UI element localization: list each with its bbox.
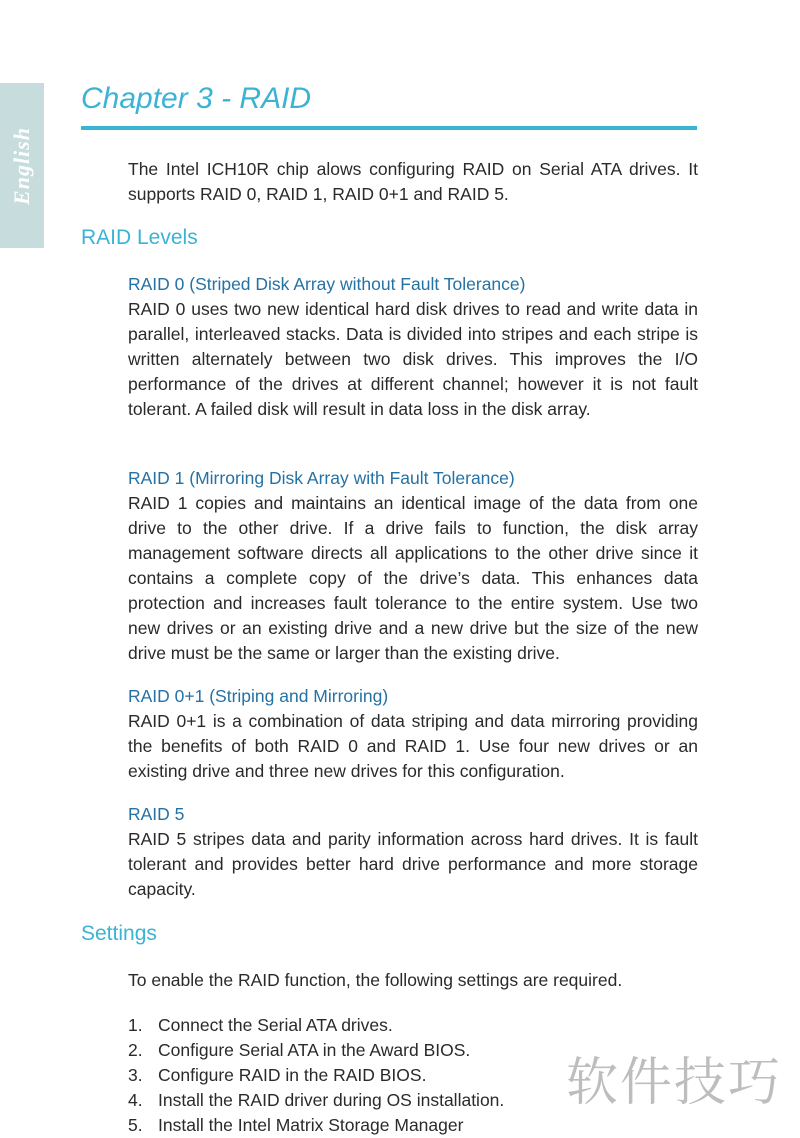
raid-levels-heading: RAID Levels xyxy=(81,226,198,249)
title-divider xyxy=(81,126,697,130)
step-text: Connect the Serial ATA drives. xyxy=(158,1015,393,1035)
raid-1-description: RAID 1 copies and maintains an identical image of the data from one drive to the other drive. If a drive fails to function, the disk array management software directs all applications to the other drive since it contains a complete copy of the drive’s data. This enhances data protection and increases fault tolerance to the entire system. Use two new drives or an existing drive and a new drive but the size of the new drive must be the same or larger than the existing drive. xyxy=(128,493,698,663)
raid-0-description: RAID 0 uses two new identical hard disk drives to read and write data in parallel, interleaved stacks. Data is divided into stripes and each stripe is written alternately between two disk drives. This improves the I/O performance of the drives at different channel; however it is not fault tolerant. A failed disk will result in data loss in the disk array. xyxy=(128,299,698,419)
raid-5-title: RAID 5 xyxy=(128,804,185,824)
chapter-title: Chapter 3 - RAID xyxy=(81,82,312,115)
step-number: 5. xyxy=(128,1115,143,1135)
raid-1-section xyxy=(128,466,698,666)
language-tab-label: English xyxy=(9,126,34,205)
step-number: 3. xyxy=(128,1065,143,1085)
intro-paragraph: The Intel ICH10R chip alows configuring RAID on Serial ATA drives. It supports RAID 0, RAID 1, RAID 0+1 and RAID 5. xyxy=(128,159,698,204)
step-text: Install the Intel Matrix Storage Manager xyxy=(158,1115,464,1135)
step-number: 2. xyxy=(128,1040,143,1060)
settings-steps-list xyxy=(128,1013,504,1138)
step-number: 4. xyxy=(128,1090,143,1110)
list-item xyxy=(128,1038,504,1063)
raid-0-section xyxy=(128,272,698,422)
watermark: 软件技巧 xyxy=(566,1053,783,1113)
raid-0-title: RAID 0 (Striped Disk Array without Fault Tolerance) xyxy=(128,274,526,294)
language-tab xyxy=(0,83,44,248)
step-number: 1. xyxy=(128,1015,143,1035)
list-item xyxy=(128,1113,504,1138)
raid-0-1-section xyxy=(128,684,698,784)
step-text: Configure RAID in the RAID BIOS. xyxy=(158,1065,427,1085)
raid-0-1-title: RAID 0+1 (Striping and Mirroring) xyxy=(128,686,389,706)
raid-0-1-description: RAID 0+1 is a combination of data striping and data mirroring providing the benefits of both RAID 0 and RAID 1. Use four new drives or an existing drive and three new drives for this configuration. xyxy=(128,711,698,781)
list-item xyxy=(128,1013,504,1038)
list-item xyxy=(128,1088,504,1113)
raid-5-section xyxy=(128,802,698,902)
settings-heading: Settings xyxy=(81,922,157,945)
raid-5-description: RAID 5 stripes data and parity information across hard drives. It is fault tolerant and provides better hard drive performance and more storage capacity. xyxy=(128,829,698,899)
list-item xyxy=(128,1063,504,1088)
step-text: Install the RAID driver during OS installation. xyxy=(158,1090,505,1110)
step-text: Configure Serial ATA in the Award BIOS. xyxy=(158,1040,471,1060)
raid-1-title: RAID 1 (Mirroring Disk Array with Fault Tolerance) xyxy=(128,468,515,488)
settings-intro: To enable the RAID function, the following settings are required. xyxy=(128,970,623,990)
